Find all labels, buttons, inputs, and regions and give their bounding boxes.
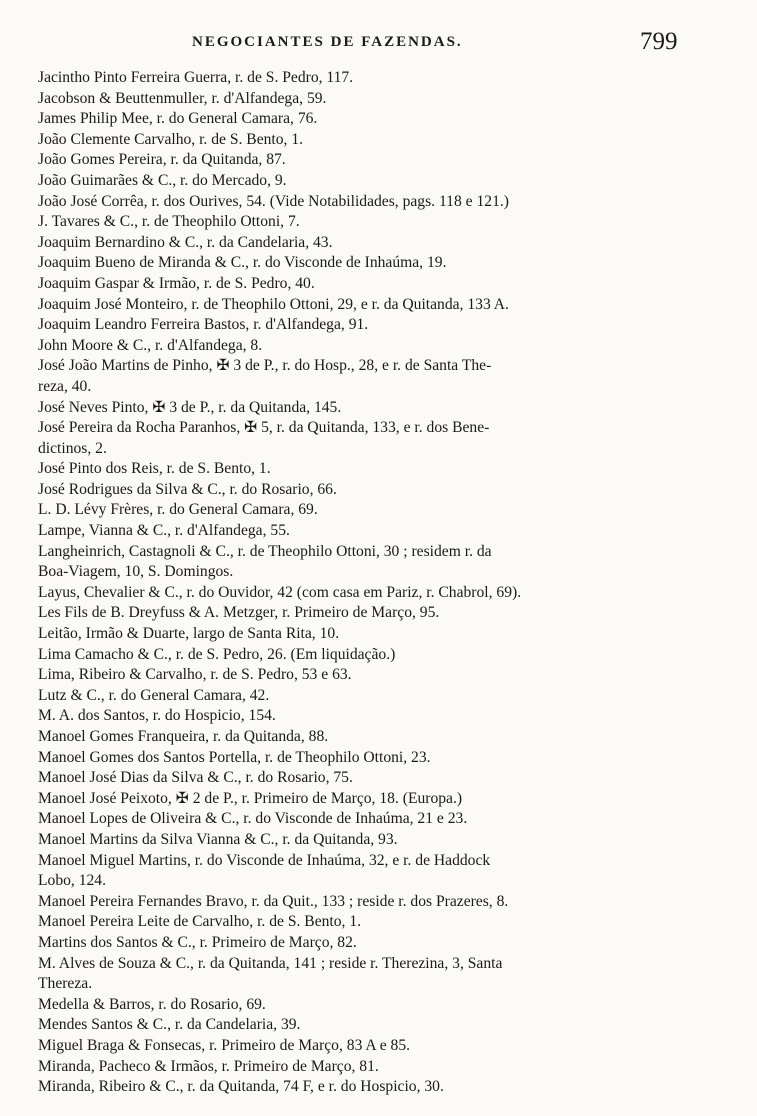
entry-continuation: Boa-Viagem, 10, S. Domingos.: [38, 563, 234, 581]
entry-text: José Pereira da Rocha Paranhos, ✠ 5, r. da Quitanda, 133, e r. dos Bene-: [38, 419, 490, 437]
list-item: [38, 954, 688, 995]
entry-text: José Pinto dos Reis, r. de S. Bento, 1.: [38, 460, 271, 478]
entry-text: Medella & Barros, r. do Rosario, 69.: [38, 995, 266, 1013]
list-item: [38, 295, 688, 316]
list-item: [38, 686, 688, 707]
entry-text: Jacintho Pinto Ferreira Guerra, r. de S. Pedro, 117.: [38, 69, 354, 86]
list-item: [38, 418, 688, 459]
list-item: [38, 109, 688, 130]
entry-text: John Moore & C., r. d'Alfandega, 8.: [38, 336, 263, 354]
list-item: [38, 809, 688, 830]
entry-text: Joaquim Leandro Ferreira Bastos, r. d'Alfandega, 91.: [38, 316, 369, 334]
list-item: [38, 150, 688, 171]
list-item: [38, 68, 688, 89]
entry-text: M. A. dos Santos, r. do Hospicio, 154.: [38, 707, 276, 725]
entry-text: João José Corrêa, r. dos Ourives, 54. (Vide Notabilidades, pags. 118 e 121.): [38, 192, 509, 210]
entry-text: Martins dos Santos & C., r. Primeiro de Março, 82.: [38, 933, 357, 951]
entry-text: Layus, Chevalier & C., r. do Ouvidor, 42 (com casa em Pariz, r. Chabrol, 69).: [38, 583, 522, 601]
entry-text: Miranda, Pacheco & Irmãos, r. Primeiro de Março, 81.: [38, 1057, 379, 1075]
entry-continuation: Lobo, 124.: [38, 872, 107, 890]
entry-text: Miranda, Ribeiro & C., r. da Quitanda, 74 F, e r. do Hospicio, 30.: [38, 1078, 444, 1096]
list-item: [38, 645, 688, 666]
entry-continuation: dictinos, 2.: [38, 439, 107, 457]
list-item: [38, 274, 688, 295]
list-item: [38, 253, 688, 274]
entry-text: Lutz & C., r. do General Camara, 42.: [38, 686, 270, 704]
list-item: [38, 706, 688, 727]
list-item: [38, 212, 688, 233]
running-title: NEGOCIANTES DE FAZENDAS.: [192, 34, 463, 50]
entry-text: Joaquim José Monteiro, r. de Theophilo Ottoni, 29, e r. da Quitanda, 133 A.: [38, 295, 509, 313]
entry-text: Mendes Santos & C., r. da Candelaria, 39.: [38, 1016, 301, 1034]
list-item: [38, 521, 688, 542]
entry-text: Joaquim Bueno de Miranda & C., r. do Visconde de Inhaúma, 19.: [38, 254, 447, 272]
entry-text: José Neves Pinto, ✠ 3 de P., r. da Quitanda, 145.: [38, 398, 342, 416]
list-item: [38, 336, 688, 357]
list-item: [38, 356, 688, 397]
entry-continuation: Thereza.: [38, 975, 93, 993]
entry-text: José João Martins de Pinho, ✠ 3 de P., r. do Hosp., 28, e r. de Santa The-: [38, 357, 492, 375]
list-item: [38, 603, 688, 624]
list-item: [38, 748, 688, 769]
entry-text: João Clemente Carvalho, r. de S. Bento, 1.: [38, 130, 304, 148]
entry-text: Leitão, Irmão & Duarte, largo de Santa Rita, 10.: [38, 625, 340, 643]
entry-text: Manoel Martins da Silva Vianna & C., r. da Quitanda, 93.: [38, 830, 398, 848]
list-item: [38, 130, 688, 151]
list-item: [38, 789, 688, 810]
entry-continuation: reza, 40.: [38, 377, 92, 395]
entry-text: Joaquim Bernardino & C., r. da Candelaria, 43.: [38, 233, 333, 251]
list-item: [38, 912, 688, 933]
entry-text: Les Fils de B. Dreyfuss & A. Metzger, r. Primeiro de Março, 95.: [38, 604, 440, 622]
list-item: [38, 1015, 688, 1036]
list-item: [38, 583, 688, 604]
list-item: [38, 1036, 688, 1057]
page-header: [0, 28, 757, 60]
merchant-list: [38, 68, 688, 1098]
entry-text: Jacobson & Beuttenmuller, r. d'Alfandega, 59.: [38, 89, 327, 107]
entry-text: Manoel Pereira Leite de Carvalho, r. de S. Bento, 1.: [38, 913, 362, 931]
entry-text: J. Tavares & C., r. de Theophilo Ottoni, 7.: [38, 213, 300, 231]
entry-text: Joaquim Gaspar & Irmão, r. de S. Pedro, 40.: [38, 274, 315, 292]
list-item: [38, 665, 688, 686]
page-number: 799: [640, 28, 678, 55]
list-item: [38, 1057, 688, 1078]
list-item: [38, 398, 688, 419]
entry-text: Manoel Gomes Franqueira, r. da Quitanda, 88.: [38, 728, 329, 745]
list-item: [38, 542, 688, 583]
entry-text: Lampe, Vianna & C., r. d'Alfandega, 55.: [38, 522, 290, 540]
entry-text: Manoel Lopes de Oliveira & C., r. do Visconde de Inhaúma, 21 e 23.: [38, 810, 468, 828]
list-item: [38, 892, 688, 913]
list-item: [38, 768, 688, 789]
list-item: [38, 624, 688, 645]
list-item: [38, 192, 688, 213]
entry-text: João Guimarães & C., r. do Mercado, 9.: [38, 171, 287, 189]
entry-text: M. Alves de Souza & C., r. da Quitanda, 141 ; reside r. Therezina, 3, Santa: [38, 954, 503, 972]
list-item: [38, 727, 688, 748]
entry-text: Lima Camacho & C., r. de S. Pedro, 26. (Em liquidação.): [38, 645, 396, 663]
entry-text: James Philip Mee, r. do General Camara, 76.: [38, 110, 318, 128]
list-item: [38, 89, 688, 110]
list-item: [38, 480, 688, 501]
entry-text: Manoel Miguel Martins, r. do Visconde de Inhaúma, 32, e r. de Haddock: [38, 851, 491, 869]
list-item: [38, 500, 688, 521]
list-item: [38, 1077, 688, 1098]
list-item: [38, 995, 688, 1016]
list-item: [38, 459, 688, 480]
entry-text: L. D. Lévy Frères, r. do General Camara, 69.: [38, 501, 318, 519]
entry-text: Manoel José Peixoto, ✠ 2 de P., r. Primeiro de Março, 18. (Europa.): [38, 789, 463, 807]
list-item: [38, 830, 688, 851]
entry-text: Lima, Ribeiro & Carvalho, r. de S. Pedro, 53 e 63.: [38, 666, 352, 684]
list-item: [38, 171, 688, 192]
list-item: [38, 315, 688, 336]
entry-text: João Gomes Pereira, r. da Quitanda, 87.: [38, 151, 286, 169]
list-item: [38, 851, 688, 892]
entry-text: Manoel Gomes dos Santos Portella, r. de Theophilo Ottoni, 23.: [38, 748, 431, 766]
entry-text: Manoel José Dias da Silva & C., r. do Rosario, 75.: [38, 769, 353, 787]
entry-text: Miguel Braga & Fonsecas, r. Primeiro de Março, 83 A e 85.: [38, 1036, 411, 1054]
list-item: [38, 933, 688, 954]
entry-text: Langheinrich, Castagnoli & C., r. de Theophilo Ottoni, 30 ; residem r. da: [38, 542, 492, 560]
entry-text: José Rodrigues da Silva & C., r. do Rosario, 66.: [38, 480, 337, 498]
list-item: [38, 233, 688, 254]
entry-text: Manoel Pereira Fernandes Bravo, r. da Quit., 133 ; reside r. dos Prazeres, 8.: [38, 892, 509, 910]
